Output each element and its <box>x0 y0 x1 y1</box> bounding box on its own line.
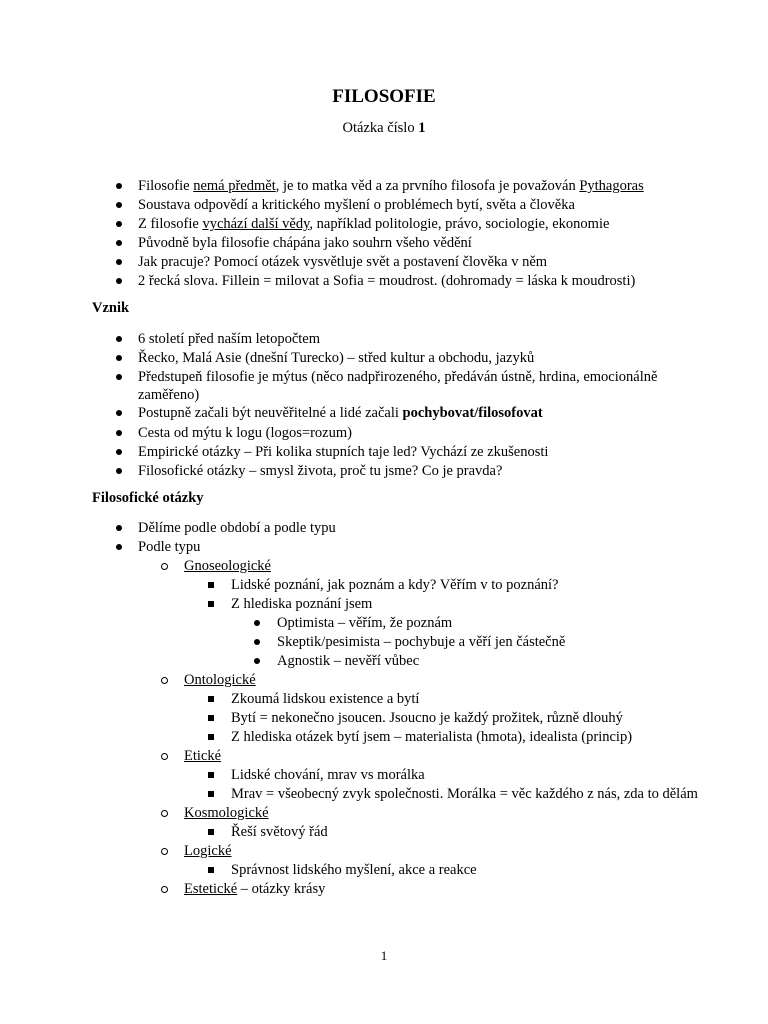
bullet-dot <box>116 183 122 189</box>
list-item: Soustava odpovědí a kritického myšlení o problémech bytí, světa a člověka <box>138 197 575 213</box>
page-title: FILOSOFIE <box>332 86 436 107</box>
bullet-square <box>208 696 214 702</box>
list-item: Řeší světový řád <box>231 824 328 840</box>
list-item: Bytí = nekonečno jsoucen. Jsoucno je každý prožitek, různě dlouhý <box>231 710 623 726</box>
bullet-dot <box>116 544 122 550</box>
list-item: Optimista – věřím, že poznám <box>277 615 453 631</box>
bullet-circle <box>161 810 168 817</box>
bullet-dot <box>116 355 122 361</box>
list-item: Zkoumá lidskou existence a bytí <box>231 691 420 707</box>
bullet-circle <box>161 848 168 855</box>
bullet-dot <box>116 410 122 416</box>
list-item: Cesta od mýtu k logu (logos=rozum) <box>138 425 352 441</box>
bullet-dot <box>116 202 122 208</box>
list-item: Z filosofie vychází další vědy, například politologie, právo, sociologie, ekonomie <box>138 216 610 232</box>
bullet-dot <box>254 620 260 626</box>
section-heading-otazky: Filosofické otázky <box>92 490 204 506</box>
list-item: Lidské poznání, jak poznám a kdy? Věřím v to poznání? <box>231 577 559 593</box>
list-item: Podle typu <box>138 539 201 555</box>
bullet-dot <box>116 430 122 436</box>
section-heading-vznik: Vznik <box>92 300 130 316</box>
list-item: Skeptik/pesimista – pochybuje a věří jen částečně <box>277 634 566 650</box>
list-item: Původně byla filosofie chápána jako souhrn všeho vědění <box>138 235 472 251</box>
list-item: Správnost lidského myšlení, akce a reakce <box>231 862 477 878</box>
list-item: Řecko, Malá Asie (dnešní Turecko) – střed kultur a obchodu, jazyků <box>138 350 535 366</box>
list-item: Mrav = všeobecný zvyk společnosti. Morálka = věc každého z nás, zda to dělám <box>231 786 698 802</box>
bullet-dot <box>116 449 122 455</box>
list-item: 6 století před naším letopočtem <box>138 331 321 347</box>
list-item: Filosofie nemá předmět, je to matka věd a za prvního filosofa je považován Pythagoras <box>138 178 644 194</box>
bullet-square <box>208 582 214 588</box>
type-label-esteticke: Estetické – otázky krásy <box>184 881 326 897</box>
bullet-dot <box>116 240 122 246</box>
bullet-circle <box>161 753 168 760</box>
bullet-dot <box>254 658 260 664</box>
list-item: Z hlediska poznání jsem <box>231 596 373 612</box>
bullet-dot <box>116 259 122 265</box>
list-item: Agnostik – nevěří vůbec <box>277 653 420 669</box>
bullet-square <box>208 791 214 797</box>
type-label-eticke: Etické <box>184 748 222 764</box>
bullet-square <box>208 867 214 873</box>
bullet-square <box>208 601 214 607</box>
bullet-circle <box>161 886 168 893</box>
bullet-dot <box>254 639 260 645</box>
page-number: 1 <box>380 948 388 963</box>
bullet-dot <box>116 278 122 284</box>
bullet-dot <box>116 336 122 342</box>
bullet-dot <box>116 525 122 531</box>
list-item: Dělíme podle období a podle typu <box>138 520 336 536</box>
list-item: Filosofické otázky – smysl života, proč tu jsme? Co je pravda? <box>138 463 503 479</box>
type-label-kosmologicke: Kosmologické <box>184 805 269 821</box>
bullet-dot <box>116 221 122 227</box>
list-item: Z hlediska otázek bytí jsem – materialista (hmota), idealista (princip) <box>231 729 633 745</box>
bullet-square <box>208 772 214 778</box>
type-label-logicke: Logické <box>184 843 232 859</box>
list-item: 2 řecká slova. Fillein = milovat a Sofia = moudrost. (dohromady = láska k moudrosti) <box>138 273 636 289</box>
list-item: Empirické otázky – Při kolika stupních taje led? Vychází ze zkušenosti <box>138 444 549 460</box>
list-item: Předstupeň filosofie je mýtus (něco nadpřirozeného, předáván ústně, hrdina, emocionálně <box>138 369 658 385</box>
question-number: Otázka číslo 1 <box>342 120 426 136</box>
list-item: Postupně začali být neuvěřitelné a lidé začali pochybovat/filosofovat <box>138 405 543 421</box>
bullet-circle <box>161 677 168 684</box>
bullet-square <box>208 829 214 835</box>
bullet-square <box>208 734 214 740</box>
type-label-gnoseologicke: Gnoseologické <box>184 558 271 574</box>
bullet-square <box>208 715 214 721</box>
bullet-dot <box>116 468 122 474</box>
bullet-dot <box>116 374 122 380</box>
list-item: Lidské chování, mrav vs morálka <box>231 767 425 783</box>
bullet-circle <box>161 563 168 570</box>
type-label-ontologicke: Ontologické <box>184 672 256 688</box>
list-item: Jak pracuje? Pomocí otázek vysvětluje svět a postavení člověka v něm <box>138 254 548 270</box>
list-item-continuation: zaměřeno) <box>138 387 200 403</box>
